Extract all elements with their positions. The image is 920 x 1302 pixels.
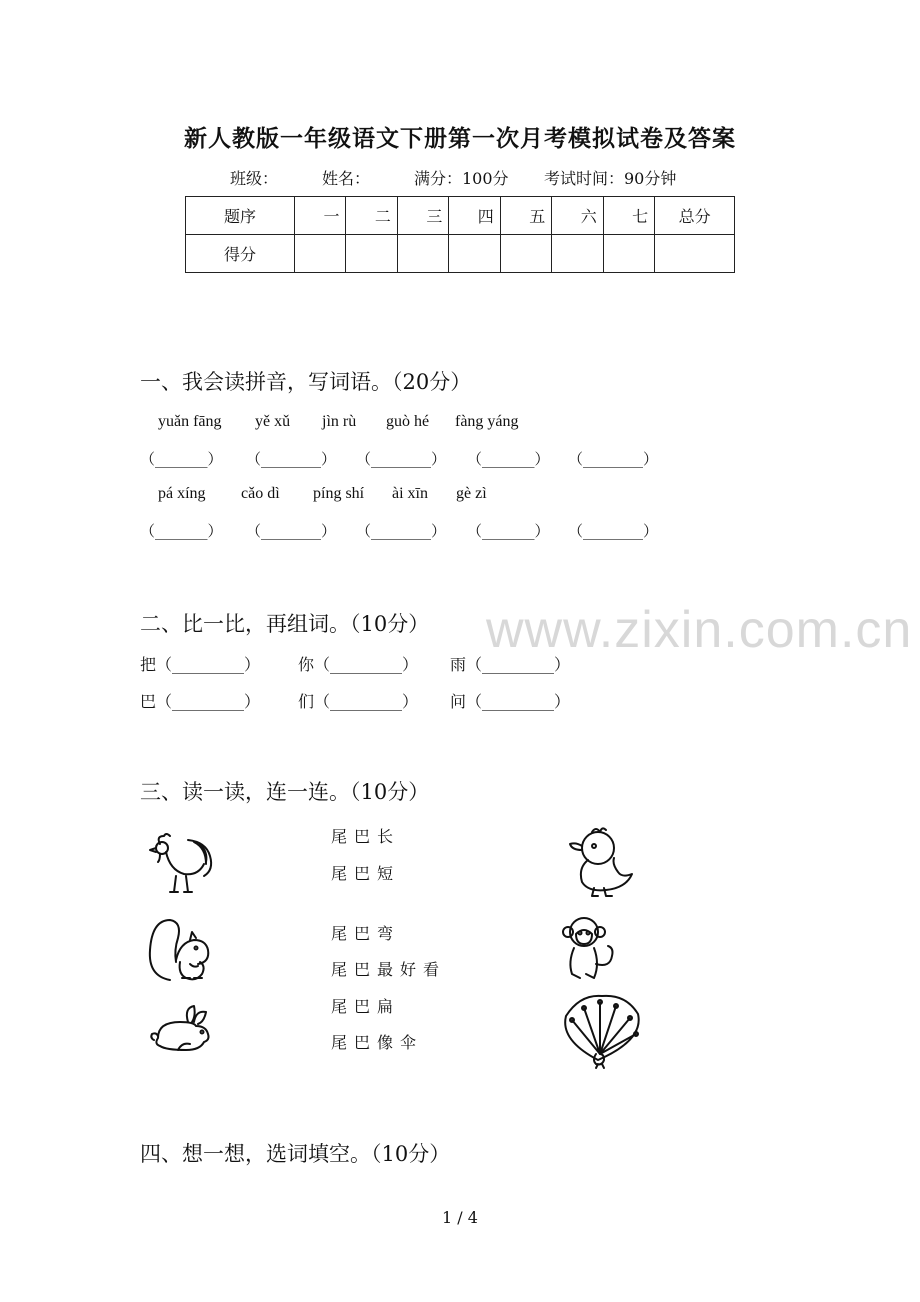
pinyin-item: fàng yáng xyxy=(455,413,519,430)
answer-blank[interactable]: （________） xyxy=(568,522,659,540)
pinyin-item: jìn rù xyxy=(322,413,357,430)
compare-item[interactable]: 问（_________） xyxy=(450,692,571,711)
watermark: www.zixin.com.cn xyxy=(486,601,913,659)
match-phrase[interactable]: 尾巴像伞 xyxy=(331,1033,424,1052)
monkey-icon[interactable] xyxy=(560,914,618,982)
class-label: 班级： xyxy=(230,169,279,188)
answer-blank[interactable]: （________） xyxy=(246,522,337,540)
answer-blank[interactable]: （_______） xyxy=(467,522,550,540)
score-table-header-cell: 一 xyxy=(295,197,346,235)
match-phrase[interactable]: 尾巴弯 xyxy=(331,924,401,943)
answer-blank[interactable]: （_______） xyxy=(140,450,223,468)
score-cell[interactable] xyxy=(552,235,603,273)
match-phrase[interactable]: 尾巴扁 xyxy=(331,997,401,1016)
compare-item[interactable]: 巴（_________） xyxy=(140,692,261,711)
score-table-header-row xyxy=(186,197,735,235)
page-title: 新人教版一年级语文下册第一次月考模拟试卷及答案 xyxy=(184,125,736,152)
score-table-header-cell: 五 xyxy=(500,197,551,235)
pinyin-item: guò hé xyxy=(386,413,430,430)
duck-icon[interactable] xyxy=(566,824,636,898)
score-table-score-row xyxy=(186,235,735,273)
score-cell[interactable] xyxy=(397,235,448,273)
section1-heading: 一、我会读拼音，写词语。（20分） xyxy=(140,370,472,394)
score-table xyxy=(185,196,735,273)
score-table-header-cell: 题序 xyxy=(186,197,295,235)
match-phrase[interactable]: 尾巴最好看 xyxy=(331,960,447,979)
score-cell[interactable] xyxy=(295,235,346,273)
match-phrase[interactable]: 尾巴短 xyxy=(331,864,401,883)
score-cell[interactable] xyxy=(449,235,500,273)
answer-blank[interactable]: （________） xyxy=(246,450,337,468)
answer-blank[interactable]: （________） xyxy=(356,522,447,540)
pinyin-item: yuǎn fāng xyxy=(158,413,222,430)
answer-blank[interactable]: （_______） xyxy=(140,522,223,540)
score-row-label: 得分 xyxy=(186,235,295,273)
pinyin-item: píng shí xyxy=(313,485,365,502)
exam-time: 考试时间：90分钟 xyxy=(544,169,677,188)
compare-item[interactable]: 雨（_________） xyxy=(450,655,571,674)
score-table-header-cell: 三 xyxy=(397,197,448,235)
peacock-icon[interactable] xyxy=(560,994,644,1070)
score-table-header-cell: 四 xyxy=(449,197,500,235)
score-cell[interactable] xyxy=(655,235,735,273)
score-cell[interactable] xyxy=(500,235,551,273)
page-number: 1 / 4 xyxy=(442,1208,478,1227)
compare-item[interactable]: 把（_________） xyxy=(140,655,261,674)
name-label: 姓名： xyxy=(322,169,371,188)
section4-heading: 四、想一想，选词填空。（10分） xyxy=(140,1142,451,1166)
compare-item[interactable]: 你（_________） xyxy=(298,655,419,674)
squirrel-icon[interactable] xyxy=(146,914,216,984)
pinyin-item: pá xíng xyxy=(158,485,206,502)
score-table-header-cell: 二 xyxy=(346,197,397,235)
compare-item[interactable]: 们（_________） xyxy=(298,692,419,711)
match-phrase[interactable]: 尾巴长 xyxy=(331,827,401,846)
rooster-icon[interactable] xyxy=(146,832,220,898)
score-cell[interactable] xyxy=(346,235,397,273)
full-score: 满分：100分 xyxy=(414,169,509,188)
answer-blank[interactable]: （________） xyxy=(568,450,659,468)
score-table-header-cell: 七 xyxy=(603,197,654,235)
answer-blank[interactable]: （________） xyxy=(356,450,447,468)
rabbit-icon[interactable] xyxy=(148,1004,214,1054)
score-cell[interactable] xyxy=(603,235,654,273)
pinyin-item: cǎo dì xyxy=(241,485,280,502)
section2-heading: 二、比一比，再组词。（10分） xyxy=(140,612,430,636)
answer-blank[interactable]: （_______） xyxy=(467,450,550,468)
pinyin-item: gè zì xyxy=(456,485,487,502)
section3-heading: 三、读一读，连一连。（10分） xyxy=(140,780,430,804)
pinyin-item: yě xǔ xyxy=(255,413,291,430)
score-table-header-cell: 总分 xyxy=(655,197,735,235)
score-table-header-cell: 六 xyxy=(552,197,603,235)
pinyin-item: ài xīn xyxy=(392,485,428,502)
